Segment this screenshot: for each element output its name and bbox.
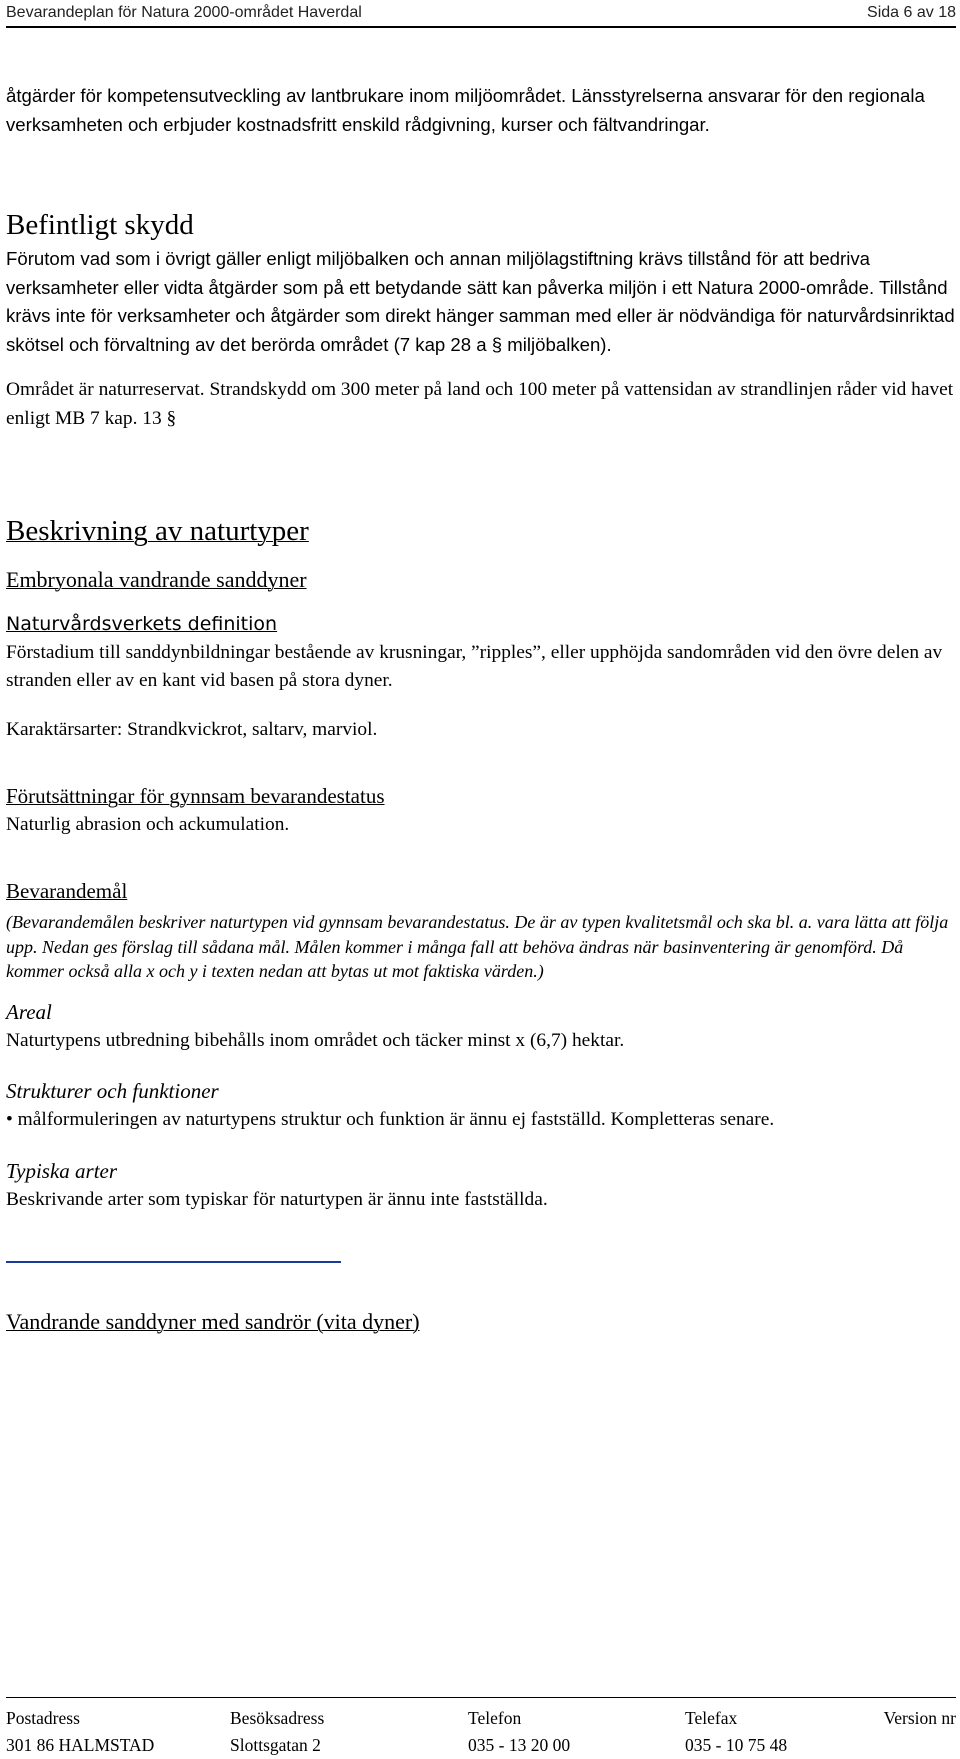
besoksadress-label: Besöksadress (230, 1708, 325, 1728)
telefax-label: Telefax (685, 1708, 738, 1728)
telefon-label: Telefon (468, 1708, 522, 1728)
besoksadress-value: Slottsgatan 2 (230, 1735, 321, 1755)
header-page-number: Sida 6 av 18 (867, 4, 956, 21)
version-label: Version nr (883, 1708, 956, 1728)
telefon-value: 035 - 13 20 00 (468, 1735, 571, 1755)
definition-text: Förstadium till sanddynbildningar bestående av krusningar, ”ripples”, eller upphöjda sandområden vid den övre delen av stranden eller av en kant vid basen på stora dyner. (6, 642, 943, 691)
page-content (6, 82, 956, 1337)
befintligt-skydd-paragraph-2: Området är naturreservat. Strandskydd om 300 meter på land och 100 meter på vattensidan av strandlinjen råder vid havet enligt MB 7 kap. 13 § (6, 379, 954, 429)
befintligt-skydd-heading: Befintligt skydd (6, 209, 194, 241)
typiska-arter-heading: Typiska arter (6, 1158, 118, 1183)
intro-paragraph: åtgärder för kompetensutveckling av lantbrukare inom miljöområdet. Länsstyrelserna ansvarar för den regionala verksamheten och erbjuder kostnadsfritt enskild rådgivning, kurser och fältvandringar. (6, 85, 925, 135)
page-footer (6, 1697, 956, 1754)
strukturer-heading: Strukturer och funktioner (6, 1079, 219, 1103)
bevarandemal-heading: Bevarandemål (6, 879, 128, 903)
befintligt-skydd-paragraph-1: Förutom vad som i övrigt gäller enligt miljöbalken och annan miljölagstiftning krävs tillstånd för att bedriva verksamheter eller vidta åtgärder som på ett betydande sätt kan påverka miljön i ett Natura 2000-område. Tillstånd krävs inte för verksamheter och åtgärder som direkt hänger samman med eller är nödvändiga för naturvårdsinriktad skötsel och förvaltning av det berörda området (7 kap 28 a § miljöbalken). (6, 248, 955, 355)
beskrivning-heading: Beskrivning av naturtyper (6, 515, 309, 547)
page-header (6, 0, 956, 26)
footer-divider (6, 1697, 956, 1698)
forutsattningar-text: Naturlig abrasion och ackumulation. (6, 813, 290, 835)
vandrande-sanddyner-subheading: Vandrande sanddyner med sandrör (vita dyner) (6, 1309, 420, 1334)
definition-heading: Naturvårdsverkets definition (6, 613, 278, 635)
typiska-arter-text: Beskrivande arter som typiskar för naturtypen är ännu inte fastställda. (6, 1188, 548, 1210)
areal-text: Naturtypens utbredning bibehålls inom området och täcker minst x (6,7) hektar. (6, 1029, 625, 1051)
embryonala-subheading: Embryonala vandrande sanddyner (6, 567, 307, 592)
header-divider (6, 26, 956, 28)
footer-telefax (685, 1705, 787, 1759)
bevarandemal-note: (Bevarandemålen beskriver naturtypen vid gynnsam bevarandestatus. De är av typen kvalitetsmål och ska bl. a. vara lätta att följa upp. Nedan ges förslag till sådana mål. Målen kommer i många fall att behöva ändras när basinventering är genomförd. Då kommer också alla x och y i texten nedan att bytas ut mot faktiska värden.) (6, 912, 949, 981)
forutsattningar-heading: Förutsättningar för gynnsam bevarandestatus (6, 783, 385, 808)
footer-postadress (6, 1705, 154, 1759)
postadress-label: Postadress (6, 1708, 80, 1728)
areal-heading: Areal (6, 999, 52, 1024)
footer-besoksadress (230, 1705, 324, 1759)
footer-version (884, 1705, 956, 1732)
postadress-value: 301 86 HALMSTAD (6, 1735, 155, 1755)
karaktarsarter-text: Karaktärsarter: Strandkvickrot, saltarv, marviol. (6, 719, 378, 740)
footer-telefon (468, 1705, 570, 1759)
header-title: Bevarandeplan för Natura 2000-området Haverdal (6, 4, 362, 21)
telefax-value: 035 - 10 75 48 (685, 1735, 788, 1755)
strukturer-text: • målformuleringen av naturtypens struktur och funktion är ännu ej fastställd. Kompletteras senare. (6, 1109, 775, 1130)
